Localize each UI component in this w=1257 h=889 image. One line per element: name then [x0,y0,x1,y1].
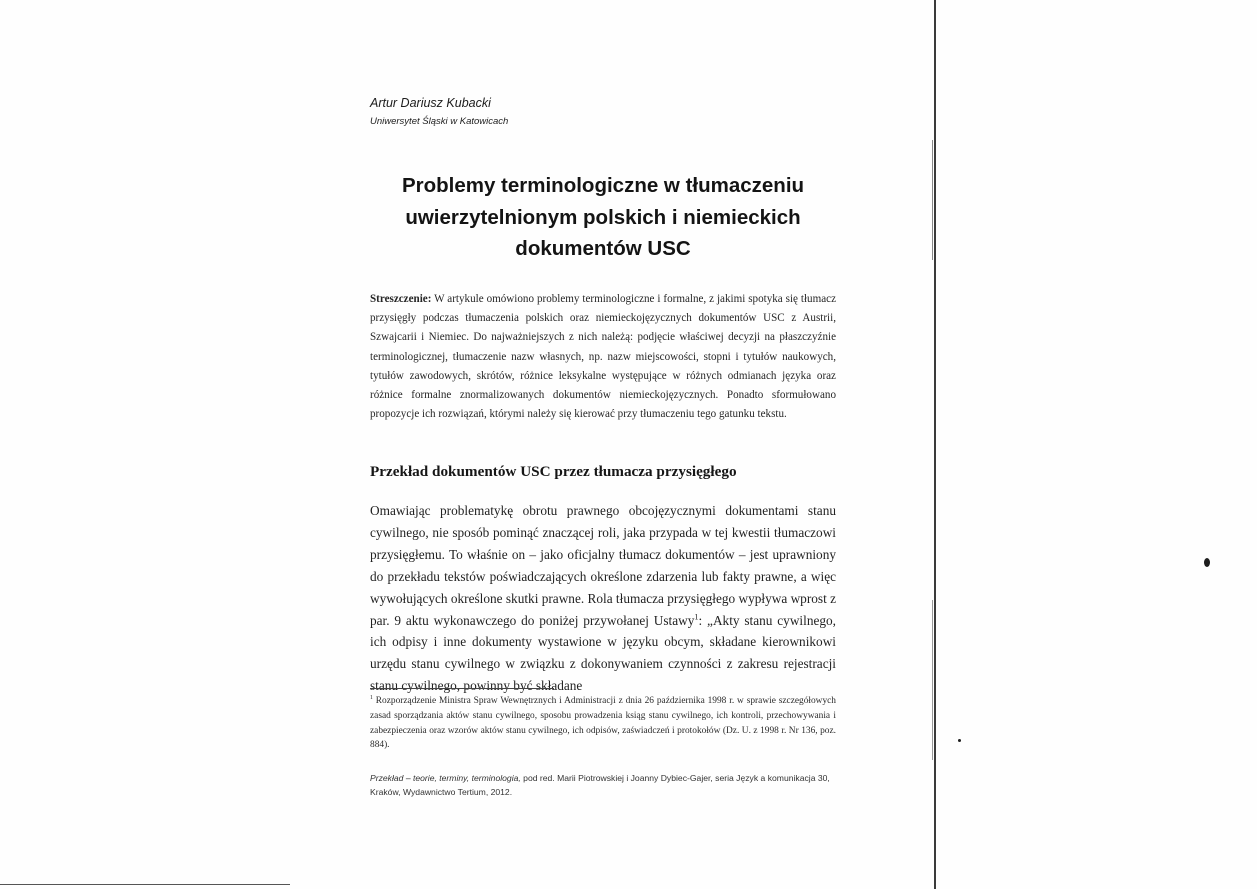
footnote-divider [370,688,554,689]
binding-shadow [932,140,933,260]
footnote-text: Rozporządzenie Ministra Spraw Wewnętrznych i Administracji z dnia 26 października 1998 r. w sprawie szczegółowych zasad sporządzania aktów stanu cywilnego, sposobu prowadzenia ksiąg stanu cywilnego, ich kontroli, przechowywania i zabezpieczenia oraz wzorów aktów stanu cywilnego, ich odpisów, zaświadczeń i protokołów (Dz. U. z 1998 r. Nr 136, poz. 884). [370,696,836,751]
body-paragraph [370,500,836,697]
page-binding-edge [934,0,936,889]
section-heading: Przekład dokumentów USC przez tłumacza przysięgłego [370,463,737,480]
citation-book-title: Przekład – teorie, terminy, terminologia, [370,773,521,783]
title-line: uwierzytelnionym polskich i niemieckich [405,205,801,229]
scan-bottom-rule [0,884,290,885]
body-text-part2: : „Akty stanu cywilnego, ich odpisy i inne dokumenty wystawione w języku obcym, składane kierownikowi urzędu stanu cywilnego w związku z dokonywaniem czynności z zakresu rejestracji stanu cywilnego, powinny być składane [370,612,836,694]
scan-speck [958,739,961,742]
source-citation [370,771,840,799]
abstract-text: W artykule omówiono problemy terminologiczne i formalne, z jakimi spotyka się tłumacz przysięgły podczas tłumaczenia polskich oraz niemieckojęzycznych dokumentów USC z Austrii, Szwajcarii i Niemiec. Do najważniejszych z nich należą: podjęcie właściwej decyzji na płaszczyźnie terminologicznej, tłumaczenie nazw własnych, np. nazw miejscowości, stopni i tytułów naukowych, tytułów zawodowych, skrótów, różnice leksykalne występujące w różnych odmianach języka oraz różnice formalne znormalizowanych dokumentów niemieckojęzycznych. Ponadto sformułowano propozycje ich rozwiązań, którymi należy się kierować przy tłumaczeniu tego gatunku tekstu. [370,293,836,421]
author-name: Artur Dariusz Kubacki [370,96,491,110]
title-line: Problemy terminologiczne w tłumaczeniu [401,174,805,197]
footnote-ref: 1 [694,612,699,622]
author-affiliation: Uniwersytet Śląski w Katowicach [370,116,509,127]
paper-title [340,170,866,265]
footnote-number: 1 [370,694,373,701]
abstract-label: Streszczenie: [370,293,432,305]
body-text-part1: Omawiając problematykę obrotu prawnego obcojęzycznymi dokumentami stanu cywilnego, nie sposób pominąć znaczącej roli, jaka przypada w tej kwestii tłumaczowi przysięgłemu. To właśnie on – jako oficjalny tłumacz dokumentów – jest uprawniony do przekładu tekstów poświadczających określone zdarzenia lub fakty prawne, a więc wywołujących określone skutki prawne. Rola tłumacza przysięgłego wypływa wprost z par. 9 aktu wykonawczego do poniżej przywołanej Ustawy [370,503,837,628]
abstract [370,290,836,424]
title-line: dokumentów USC [515,237,691,260]
footnote [370,694,836,753]
binding-shadow [932,600,933,760]
citation-details: pod red. Marii Piotrowskiej i Joanny Dybiec-Gajer, seria Język a komunikacja 30, Kraków, Wydawnictwo Tertium, 2012. [370,773,830,798]
scan-speck [1204,558,1210,567]
